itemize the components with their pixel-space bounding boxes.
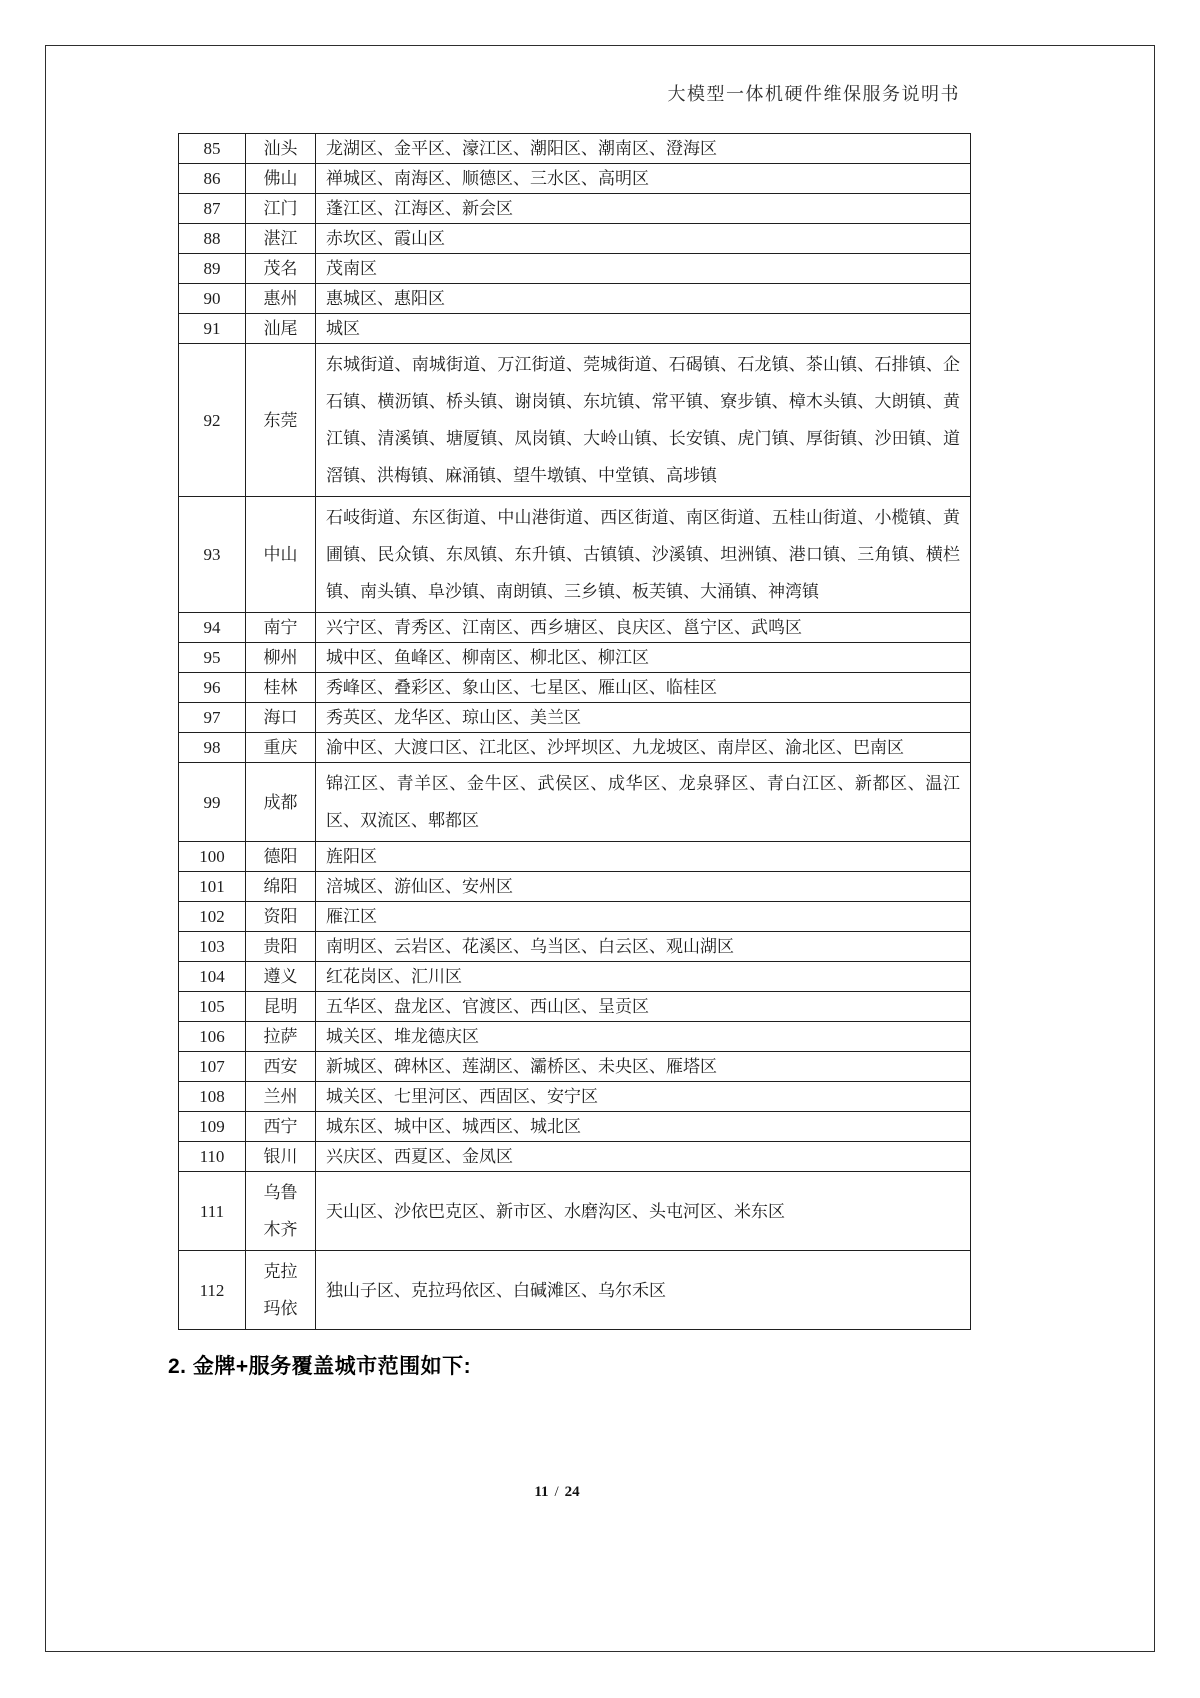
table-row: [179, 1082, 971, 1112]
table-row: [179, 842, 971, 872]
city-cell: 中山: [246, 497, 316, 613]
districts-cell: 赤坎区、霞山区: [316, 224, 971, 254]
city-cell: 资阳: [246, 902, 316, 932]
row-number-cell: 111: [179, 1172, 246, 1251]
city-cell: 桂林: [246, 673, 316, 703]
document-header-title: 大模型一体机硬件维保服务说明书: [667, 84, 960, 104]
row-number-cell: 108: [179, 1082, 246, 1112]
row-number-cell: 98: [179, 733, 246, 763]
city-cell: 茂名: [246, 254, 316, 284]
table-row: [179, 1251, 971, 1330]
districts-cell: 南明区、云岩区、花溪区、乌当区、白云区、观山湖区: [316, 932, 971, 962]
city-cell: 东莞: [246, 344, 316, 497]
districts-cell: 涪城区、游仙区、安州区: [316, 872, 971, 902]
city-cell: 成都: [246, 763, 316, 842]
districts-cell: 五华区、盘龙区、官渡区、西山区、呈贡区: [316, 992, 971, 1022]
city-cell: 海口: [246, 703, 316, 733]
row-number-cell: 87: [179, 194, 246, 224]
row-number-cell: 89: [179, 254, 246, 284]
city-cell: 绵阳: [246, 872, 316, 902]
row-number-cell: 107: [179, 1052, 246, 1082]
row-number-cell: 85: [179, 134, 246, 164]
city-cell: 湛江: [246, 224, 316, 254]
districts-cell: 渝中区、大渡口区、江北区、沙坪坝区、九龙坡区、南岸区、渝北区、巴南区: [316, 733, 971, 763]
row-number-cell: 86: [179, 164, 246, 194]
table-row: [179, 992, 971, 1022]
districts-cell: 城关区、堆龙德庆区: [316, 1022, 971, 1052]
city-cell: 兰州: [246, 1082, 316, 1112]
row-number-cell: 93: [179, 497, 246, 613]
row-number-cell: 96: [179, 673, 246, 703]
districts-cell: 秀英区、龙华区、琼山区、美兰区: [316, 703, 971, 733]
row-number-cell: 101: [179, 872, 246, 902]
row-number-cell: 106: [179, 1022, 246, 1052]
districts-cell: 龙湖区、金平区、濠江区、潮阳区、潮南区、澄海区: [316, 134, 971, 164]
table-row: [179, 1022, 971, 1052]
districts-cell: 禅城区、南海区、顺德区、三水区、高明区: [316, 164, 971, 194]
table-row: [179, 284, 971, 314]
table-row: [179, 224, 971, 254]
row-number-cell: 88: [179, 224, 246, 254]
table-row: [179, 902, 971, 932]
row-number-cell: 94: [179, 613, 246, 643]
city-cell: 乌鲁木齐: [246, 1172, 316, 1251]
city-cell: 西安: [246, 1052, 316, 1082]
table-row: [179, 1172, 971, 1251]
districts-cell: 独山子区、克拉玛依区、白碱滩区、乌尔禾区: [316, 1251, 971, 1330]
city-cell: 昆明: [246, 992, 316, 1022]
districts-cell: 兴宁区、青秀区、江南区、西乡塘区、良庆区、邕宁区、武鸣区: [316, 613, 971, 643]
page-number-separator: /: [554, 1484, 559, 1500]
page-total: 24: [564, 1484, 580, 1500]
city-cell: 柳州: [246, 643, 316, 673]
page-number: 11: [534, 1484, 549, 1500]
row-number-cell: 110: [179, 1142, 246, 1172]
city-cell: 南宁: [246, 613, 316, 643]
table-row: [179, 733, 971, 763]
row-number-cell: 99: [179, 763, 246, 842]
row-number-cell: 104: [179, 962, 246, 992]
page-footer: [0, 1484, 1114, 1501]
table-row: [179, 1112, 971, 1142]
districts-cell: 旌阳区: [316, 842, 971, 872]
row-number-cell: 102: [179, 902, 246, 932]
table-row: [179, 673, 971, 703]
table-row: [179, 1142, 971, 1172]
section-heading: 2. 金牌+服务覆盖城市范围如下:: [168, 1355, 472, 1378]
districts-cell: 城关区、七里河区、西固区、安宁区: [316, 1082, 971, 1112]
city-cell: 德阳: [246, 842, 316, 872]
districts-cell: 城区: [316, 314, 971, 344]
row-number-cell: 95: [179, 643, 246, 673]
city-cell: 贵阳: [246, 932, 316, 962]
city-cell: 佛山: [246, 164, 316, 194]
table-row: [179, 1052, 971, 1082]
districts-cell: 红花岗区、汇川区: [316, 962, 971, 992]
districts-cell: 锦江区、青羊区、金牛区、武侯区、成华区、龙泉驿区、青白江区、新都区、温江区、双流区、郫都区: [316, 763, 971, 842]
table-row: [179, 254, 971, 284]
row-number-cell: 92: [179, 344, 246, 497]
districts-cell: 东城街道、南城街道、万江街道、莞城街道、石碣镇、石龙镇、茶山镇、石排镇、企石镇、横沥镇、桥头镇、谢岗镇、东坑镇、常平镇、寮步镇、樟木头镇、大朗镇、黄江镇、清溪镇、塘厦镇、凤岗镇、大岭山镇、长安镇、虎门镇、厚街镇、沙田镇、道滘镇、洪梅镇、麻涌镇、望牛墩镇、中堂镇、高埗镇: [316, 344, 971, 497]
row-number-cell: 103: [179, 932, 246, 962]
row-number-cell: 112: [179, 1251, 246, 1330]
city-districts-table: [178, 133, 971, 1330]
table-row: [179, 763, 971, 842]
table-row: [179, 164, 971, 194]
row-number-cell: 97: [179, 703, 246, 733]
city-cell: 重庆: [246, 733, 316, 763]
city-cell: 遵义: [246, 962, 316, 992]
row-number-cell: 105: [179, 992, 246, 1022]
city-cell: 克拉玛依: [246, 1251, 316, 1330]
table-row: [179, 344, 971, 497]
city-cell: 江门: [246, 194, 316, 224]
table-row: [179, 962, 971, 992]
city-cell: 惠州: [246, 284, 316, 314]
row-number-cell: 91: [179, 314, 246, 344]
districts-cell: 秀峰区、叠彩区、象山区、七星区、雁山区、临桂区: [316, 673, 971, 703]
table-row: [179, 872, 971, 902]
city-cell: 汕尾: [246, 314, 316, 344]
city-cell: 拉萨: [246, 1022, 316, 1052]
districts-cell: 兴庆区、西夏区、金凤区: [316, 1142, 971, 1172]
table-row: [179, 314, 971, 344]
districts-cell: 雁江区: [316, 902, 971, 932]
city-cell: 汕头: [246, 134, 316, 164]
districts-cell: 惠城区、惠阳区: [316, 284, 971, 314]
city-cell: 银川: [246, 1142, 316, 1172]
districts-cell: 茂南区: [316, 254, 971, 284]
row-number-cell: 90: [179, 284, 246, 314]
districts-cell: 城东区、城中区、城西区、城北区: [316, 1112, 971, 1142]
table-row: [179, 134, 971, 164]
table-row: [179, 194, 971, 224]
table-row: [179, 497, 971, 613]
districts-cell: 城中区、鱼峰区、柳南区、柳北区、柳江区: [316, 643, 971, 673]
districts-cell: 天山区、沙依巴克区、新市区、水磨沟区、头屯河区、米东区: [316, 1172, 971, 1251]
city-cell: 西宁: [246, 1112, 316, 1142]
districts-cell: 蓬江区、江海区、新会区: [316, 194, 971, 224]
table-row: [179, 703, 971, 733]
row-number-cell: 109: [179, 1112, 246, 1142]
table-row: [179, 932, 971, 962]
districts-cell: 新城区、碑林区、莲湖区、灞桥区、未央区、雁塔区: [316, 1052, 971, 1082]
table-row: [179, 643, 971, 673]
row-number-cell: 100: [179, 842, 246, 872]
table-row: [179, 613, 971, 643]
districts-cell: 石岐街道、东区街道、中山港街道、西区街道、南区街道、五桂山街道、小榄镇、黄圃镇、民众镇、东凤镇、东升镇、古镇镇、沙溪镇、坦洲镇、港口镇、三角镇、横栏镇、南头镇、阜沙镇、南朗镇、三乡镇、板芙镇、大涌镇、神湾镇: [316, 497, 971, 613]
